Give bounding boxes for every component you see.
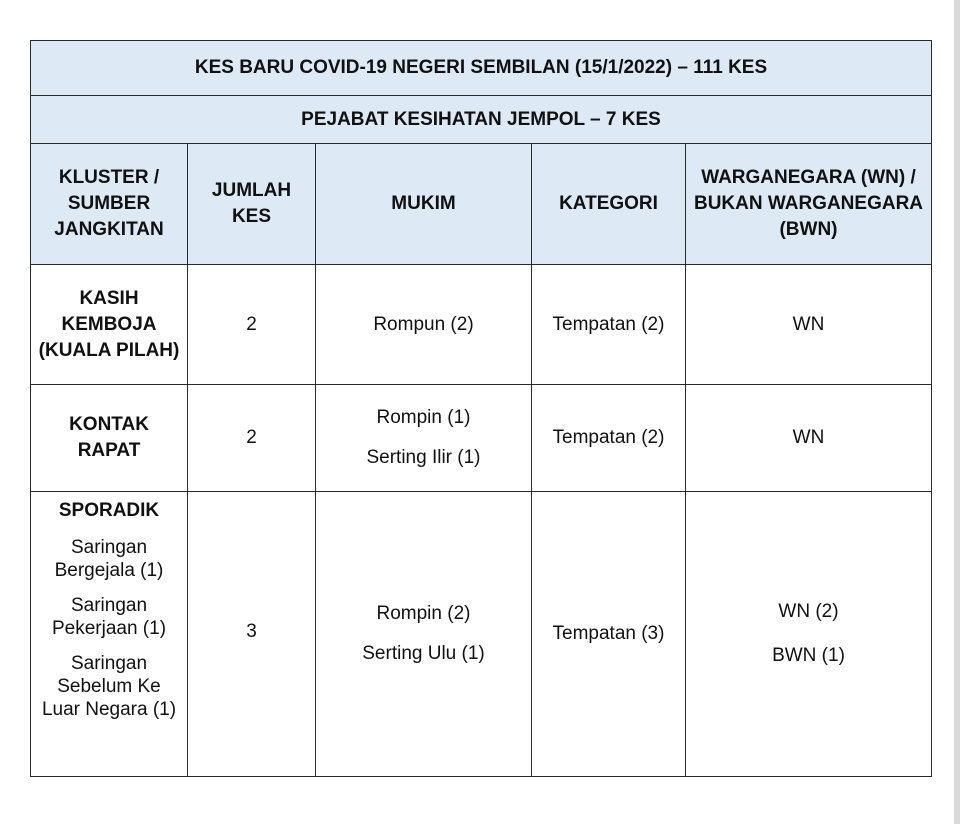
page-edge-shadow xyxy=(954,0,960,824)
table-row xyxy=(31,385,932,492)
sporadik-subitem: Saringan Bergejala (1) xyxy=(54,537,164,581)
cell-kategori: Tempatan (3) xyxy=(532,492,686,777)
cell-kategori: Tempatan (2) xyxy=(532,265,686,385)
cell-kategori: Tempatan (2) xyxy=(532,385,686,492)
cell-mukim xyxy=(316,265,532,385)
cell-jumlah: 2 xyxy=(188,385,316,492)
sporadik-subitem: Saringan Sebelum Ke Luar Negara (1) xyxy=(41,653,177,720)
header-row xyxy=(31,144,932,265)
mukim-item: Rompin (1) xyxy=(376,407,471,428)
status-item: WN xyxy=(792,314,825,335)
cell-status xyxy=(686,492,932,777)
header-kategori: KATEGORI xyxy=(532,144,686,265)
cell-jumlah: 2 xyxy=(188,265,316,385)
table-row xyxy=(31,492,932,777)
sporadik-subitem: Saringan Pekerjaan (1) xyxy=(51,595,167,639)
header-jumlah: JUMLAH KES xyxy=(188,144,316,265)
cell-jumlah: 3 xyxy=(188,492,316,777)
cell-kluster: KASIH KEMBOJA (KUALA PILAH) xyxy=(31,265,188,385)
sporadik-label: SPORADIK xyxy=(58,500,160,521)
cell-kluster: KONTAK RAPAT xyxy=(31,385,188,492)
header-kluster: KLUSTER / SUMBER JANGKITAN xyxy=(31,144,188,265)
status-item: WN (2) xyxy=(778,601,839,622)
table-title: KES BARU COVID-19 NEGERI SEMBILAN (15/1/2022) – 111 KES xyxy=(31,41,932,96)
header-mukim: MUKIM xyxy=(316,144,532,265)
status-item: WN xyxy=(792,427,825,448)
mukim-item: Rompin (2) xyxy=(376,603,471,624)
mukim-item: Rompun (2) xyxy=(373,313,474,335)
cell-status xyxy=(686,385,932,492)
mukim-item: Serting Ilir (1) xyxy=(366,447,481,468)
table-subtitle: PEJABAT KESIHATAN JEMPOL – 7 KES xyxy=(31,96,932,144)
page-top-margin xyxy=(0,0,960,40)
status-item: BWN (1) xyxy=(772,645,845,666)
header-status: WARGANEGARA (WN) / BUKAN WARGANEGARA (BWN) xyxy=(686,144,932,265)
table-row xyxy=(31,265,932,385)
cell-mukim xyxy=(316,385,532,492)
cell-status xyxy=(686,265,932,385)
cell-kluster xyxy=(31,492,188,777)
covid-cases-table xyxy=(30,40,932,777)
mukim-item: Serting Ulu (1) xyxy=(362,643,485,664)
cell-mukim xyxy=(316,492,532,777)
